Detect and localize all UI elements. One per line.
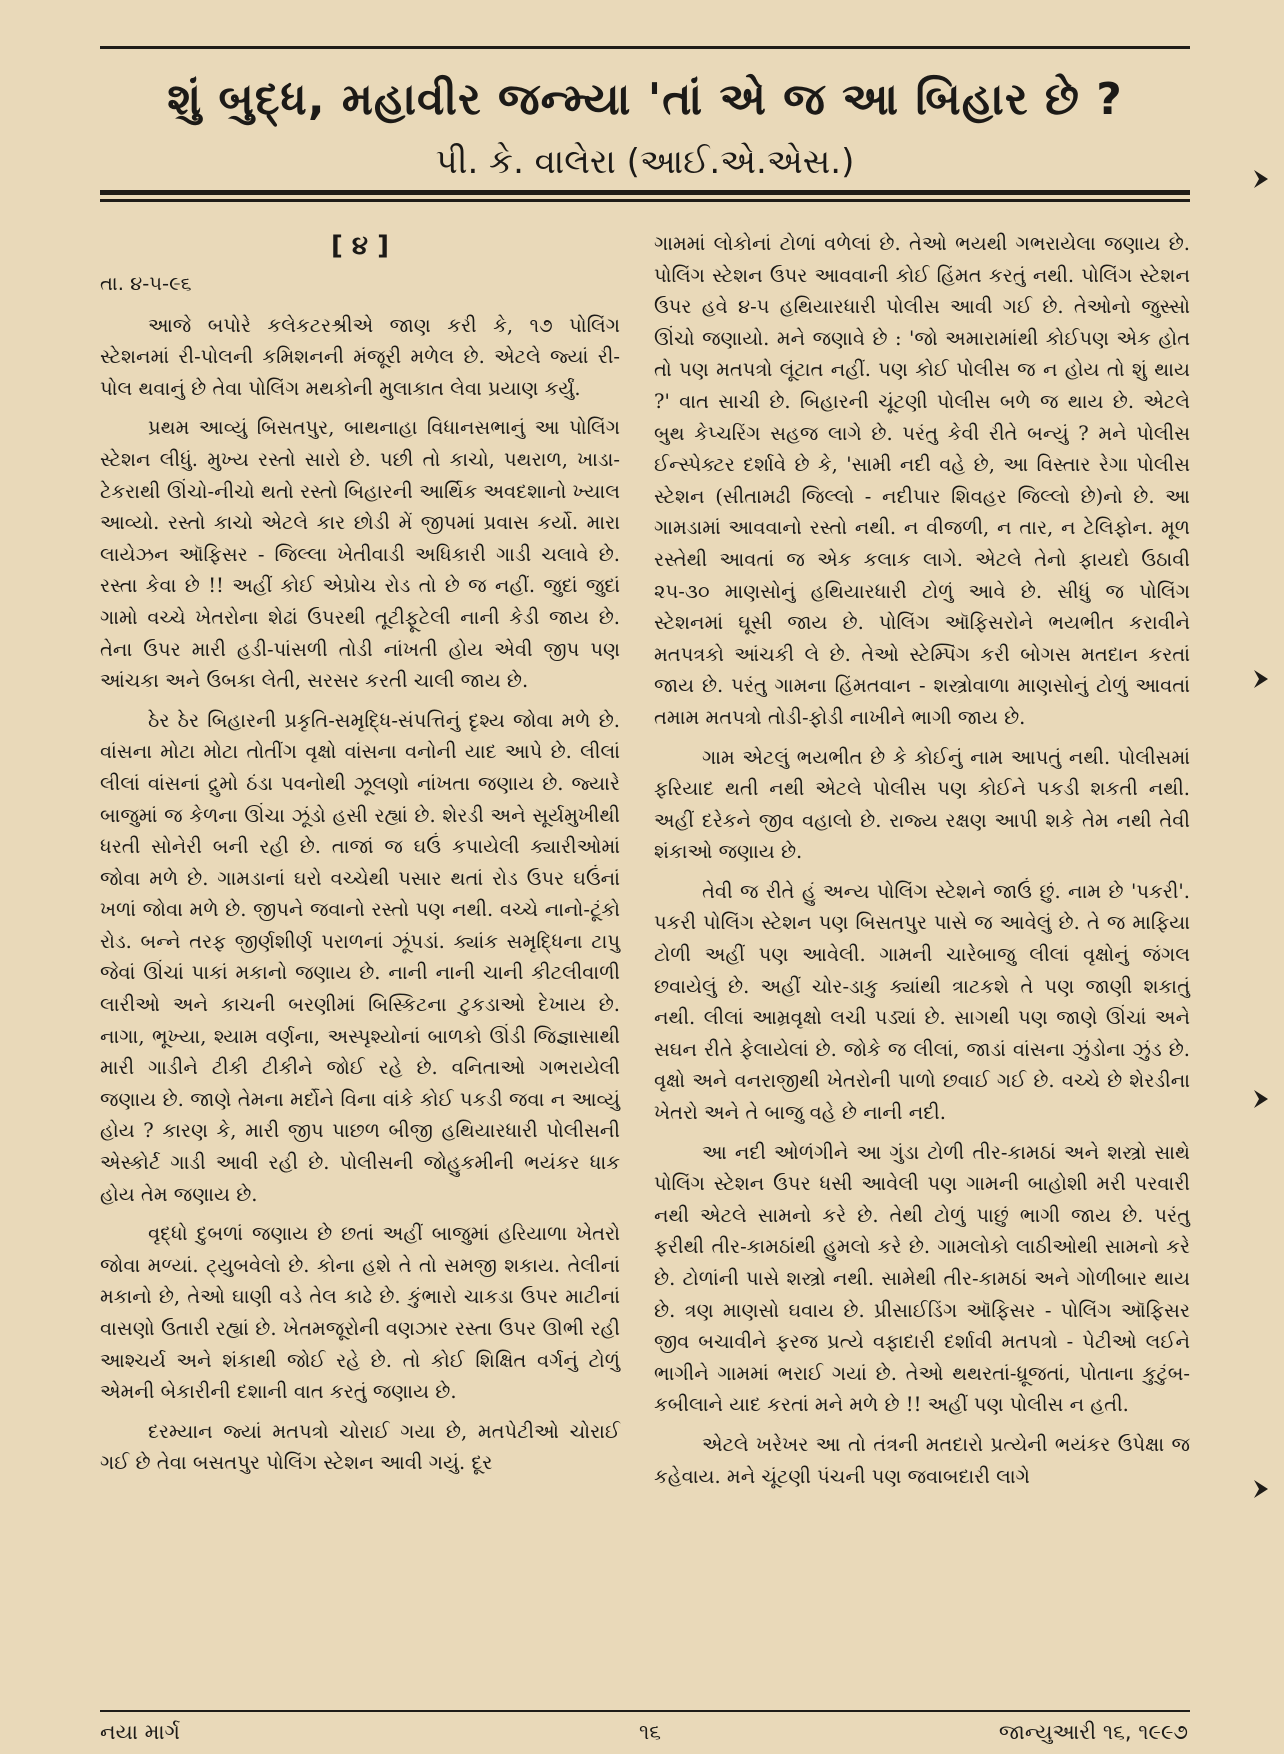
left-column xyxy=(100,226,620,1487)
article-title: શું બુદ્ધ, મહાવીર જન્મ્યા 'તાં એ જ આ બિહાર છે ? xyxy=(167,74,1123,125)
header-rule-thin xyxy=(100,199,1190,202)
section-number: [ ૪ ] xyxy=(331,231,389,261)
paragraph: ગામમાં લોકોનાં ટોળાં વળેલાં છે. તેઓ ભયથી ગભરાયેલા જણાય છે. પોલિંગ સ્ટેશન ઉપર આવવાની કોઈ હિંમત કરતું નથી. પોલિંગ સ્ટેશન ઉપર હવે ૪-૫ હથિયારધારી પોલીસ આવી ગઈ છે. તેઓનો જુસ્સો ઊંચો જણાયો. મને જણાવે છે : 'જો અમારામાંથી કોઈપણ એક હોત તો પણ મતપત્રો લૂંટાત નહીં. પણ કોઈ પોલીસ જ ન હોય તો શું થાય ?' વાત સાચી છે. બિહારની ચૂંટણી પોલીસ બળે જ થાય છે. એટલે બુથ કેપ્ચરિંગ સહજ લાગે છે. પરંતુ કેવી રીતે બન્યું ? મને પોલીસ ઈન્સ્પેક્ટર દર્શાવે છે કે, 'સામી નદી વહે છે, આ વિસ્તાર રેગા પોલીસ સ્ટેશન (સીતામઢી જિલ્લો - નદીપાર શિવહર જિલ્લો છે)નો છે. આ ગામડામાં આવવાનો રસ્તો નથી. ન વીજળી, ન તાર, ન ટેલિફોન. મૂળ રસ્તેથી આવતાં જ એક કલાક લાગે. એટલે તેનો ફાયદો ઉઠાવી ૨૫-૩૦ માણસોનું હથિયારધારી ટોળું આવે છે. સીધું જ પોલિંગ સ્ટેશનમાં ઘૂસી જાય છે. પોલિંગ ઑફિસરોને ભયભીત કરાવીને મતપત્રકો આંચકી લે છે. તેઓ સ્ટેમ્પિંગ કરી બોગસ મતદાન કરતાં જાય છે. પરંતુ ગામના હિંમતવાન - શસ્ત્રોવાળા માણસોનું ટોળું આવતાં તમામ મતપત્રો તોડી-ફોડી નાખીને ભાગી જાય છે. xyxy=(654,232,1190,729)
binding-staple-mark xyxy=(1252,668,1270,690)
article-author: પી. કે. વાલેરા (આઈ.એ.એસ.) xyxy=(435,142,855,182)
footer-rule xyxy=(100,1710,1190,1712)
paragraph: તેવી જ રીતે હું અન્ય પોલિંગ સ્ટેશને જાઉં છું. નામ છે 'પકરી'. પકરી પોલિંગ સ્ટેશન પણ બિસતપુર પાસે જ આવેલું છે. તે જ માફિયા ટોળી અહીં પણ આવેલી. ગામની ચારેબાજુ લીલાં વૃક્ષોનું જંગલ છવાયેલું છે. અહીં ચોર-ડાકુ ક્યાંથી ત્રાટકશે તે પણ જાણી શકાતું નથી. લીલાં આમ્રવૃક્ષો લચી પડ્યાં છે. સાગથી પણ જાણે ઊંચાં અને સઘન રીતે ફેલાયેલાં છે. જોકે જ લીલાં, જાડાં વાંસના ઝુંડોના ઝુંડ છે. વૃક્ષો અને વનરાજીથી ખેતરોની પાળો છવાઈ ગઈ છે. વચ્ચે છે શેરડીના ખેતરો અને તે બાજુ વહે છે નાની નદી. xyxy=(654,879,1190,1125)
paragraph: પ્રથમ આવ્યું બિસતપુર, બાથનાહા વિધાનસભાનું આ પોલિંગ સ્ટેશન લીધું. મુખ્ય રસ્તો સારો છે. પછી તો કાચો, પથરાળ, ખાડા-ટેકરાથી ઊંચો-નીચો થતો રસ્તો બિહારની આર્થિક અવદશાનો ખ્યાલ આવ્યો. રસ્તો કાચો એટલે કાર છોડી મેં જીપમાં પ્રવાસ કર્યો. મારા લાયેઝન ઑફિસર - જિલ્લા ખેતીવાડી અધિકારી ગાડી ચલાવે છે. રસ્તા કેવા છે !! અહીં કોઈ એપ્રોચ રોડ તો છે જ નહીં. જુદાં જુદાં ગામો વચ્ચે ખેતરોના શેઢાં ઉપરથી તૂટીફૂટેલી નાની કેડી જાય છે. તેના ઉપર મારી હડી-પાંસળી તોડી નાંખતી હોય એવી જીપ પણ આંચકા અને ઉબકા લેતી, સરસર કરતી ચાલી જાય છે. xyxy=(100,416,620,693)
magazine-name: નયા માર્ગ xyxy=(100,1720,180,1744)
paragraph: વૃદ્ધો દુબળાં જણાય છે છતાં અહીં બાજુમાં હરિયાળા ખેતરો જોવા મળ્યાં. ટ્યુબવેલો છે. કોના હશે તે તો સમજી શકાય. તેલીનાં મકાનો છે, તેઓ ઘાણી વડે તેલ કાઢે છે. કુંભારો ચાકડા ઉપર માટીનાં વાસણો ઉતારી રહ્યાં છે. ખેતમજૂરોની વણઝાર રસ્તા ઉપર ઊભી રહી આશ્ચર્ય અને શંકાથી જોઈ રહે છે. તો કોઈ શિક્ષિત વર્ગનું ટોળું એમની બેકારીની દશાની વાત કરતું જણાય છે. xyxy=(100,1222,620,1404)
paragraph: ઠેર ઠેર બિહારની પ્રકૃતિ-સમૃદ્ધિ-સંપત્તિનું દૃશ્ય જોવા મળે છે. વાંસના મોટા મોટા તોતીંગ વૃક્ષો વાંસના વનોની યાદ આપે છે. લીલાં લીલાં વાંસનાં દ્રુમો ઠંડા પવનોથી ઝૂલણો નાંખતા જણાય છે. જ્યારે બાજુમાં જ કેળના ઊંચા ઝૂંડો હસી રહ્યાં છે. શેરડી અને સૂર્યમુખીથી ધરતી સોનેરી બની રહી છે. તાજાં જ ઘઉં કપાયેલી ક્યારીઓમાં જોવા મળે છે. ગામડાનાં ઘરો વચ્ચેથી પસાર થતાં રોડ ઉપર ઘઉંનાં ખળાં જોવા મળે છે. જીપને જવાનો રસ્તો પણ નથી. વચ્ચે નાનો-ટૂંકો રોડ. બન્ને તરફ જીર્ણશીર્ણ પરાળનાં ઝૂંપડાં. ક્યાંક સમૃદ્ધિના ટાપુ જેવાં ઊંચાં પાકાં મકાનો જણાય છે. નાની નાની ચાની કીટલીવાળી લારીઓ અને કાચની બરણીમાં બિસ્કિટના ટુકડાઓ દેખાય છે. નાગા, ભૂખ્યા, શ્યામ વર્ણના, અસ્પૃશ્યોનાં બાળકો ઊંડી જિજ્ઞાસાથી મારી ગાડીને ટીકી ટીકીને જોઈ રહે છે. વનિતાઓ ગભરાયેલી જણાય છે. જાણે તેમના મર્દોને વિના વાંકે કોઈ પકડી જવા ન આવ્યું હોય ? કારણ કે, મારી જીપ પાછળ બીજી હથિયારધારી પોલીસની એસ્કોર્ટ ગાડી આવી રહી છે. પોલીસની જોહુકમીની ભયંકર ધાક હોય તેમ જણાય છે. xyxy=(100,708,620,1206)
paragraph: ગામ એટલું ભયભીત છે કે કોઈનું નામ આપતું નથી. પોલીસમાં ફરિયાદ થતી નથી એટલે પોલીસ પણ કોઈને પકડી શકતી નથી. અહીં દરેકને જીવ વહાલો છે. રાજ્ય રક્ષણ આપી શકે તેમ નથી તેવી શંકાઓ જણાય છે. xyxy=(654,745,1190,864)
header-rule-thick xyxy=(100,190,1190,195)
paragraph: આજે બપોરે કલેકટરશ્રીએ જાણ કરી કે, ૧૭ પોલિંગ સ્ટેશનમાં રી-પોલની કમિશનની મંજૂરી મળેલ છે. એટલે જ્યાં રી-પોલ થવાનું છે તેવા પોલિંગ મથકોની મુલાકાત લેવા પ્રયાણ કર્યું. xyxy=(100,313,620,400)
top-rule xyxy=(100,46,1190,49)
paragraph: દરમ્યાન જ્યાં મતપત્રો ચોરાઈ ગયા છે, મતપેટીઓ ચોરાઈ ગઈ છે તેવા બસતપુર પોલિંગ સ્ટેશન આવી ગયું. દૂર xyxy=(100,1419,620,1475)
paragraph: એટલે ખરેખર આ તો તંત્રની મતદારો પ્રત્યેની ભયંકર ઉપેક્ષા જ કહેવાય. મને ચૂંટણી પંચની પણ જવાબદારી લાગે xyxy=(654,1432,1190,1488)
right-column xyxy=(654,228,1190,1500)
page-number: ૧૬ xyxy=(638,1720,662,1744)
binding-staple-mark xyxy=(1252,168,1270,190)
issue-date: જાન્યુઆરી ૧૬, ૧૯૯૭ xyxy=(998,1720,1188,1744)
binding-staple-mark xyxy=(1252,1088,1270,1110)
paragraph: આ નદી ઓળંગીને આ ગુંડા ટોળી તીર-કામઠાં અને શસ્ત્રો સાથે પોલિંગ સ્ટેશન ઉપર ધસી આવેલી પણ ગામની બાહોશી મરી પરવારી નથી એટલે સામનો કરે છે. તેથી ટોળું પાછું ભાગી જાય છે. પરંતુ ફરીથી તીર-કામઠાંથી હુમલો કરે છે. ગામલોકો લાઠીઓથી સામનો કરે છે. ટોળાંની પાસે શસ્ત્રો નથી. સામેથી તીર-કામઠાં અને ગોળીબાર થાય છે. ત્રણ માણસો ઘવાય છે. પ્રીસાઈડિંગ ઑફિસર - પોલિંગ ઑફિસર જીવ બચાવીને ફરજ પ્રત્યે વફાદારી દર્શાવી મતપત્રો - પેટીઓ લઈને ભાગીને ગામમાં ભરાઈ ગયાં છે. તેઓ થથરતાં-ધ્રૂજતાં, પોતાના કુટુંબ-કબીલાને યાદ કરતાં મને મળે છે !! અહીં પણ પોલીસ ન હતી. xyxy=(654,1140,1190,1417)
binding-staple-mark xyxy=(1252,1478,1270,1500)
entry-date: તા. ૪-૫-૯૬ xyxy=(100,272,192,295)
